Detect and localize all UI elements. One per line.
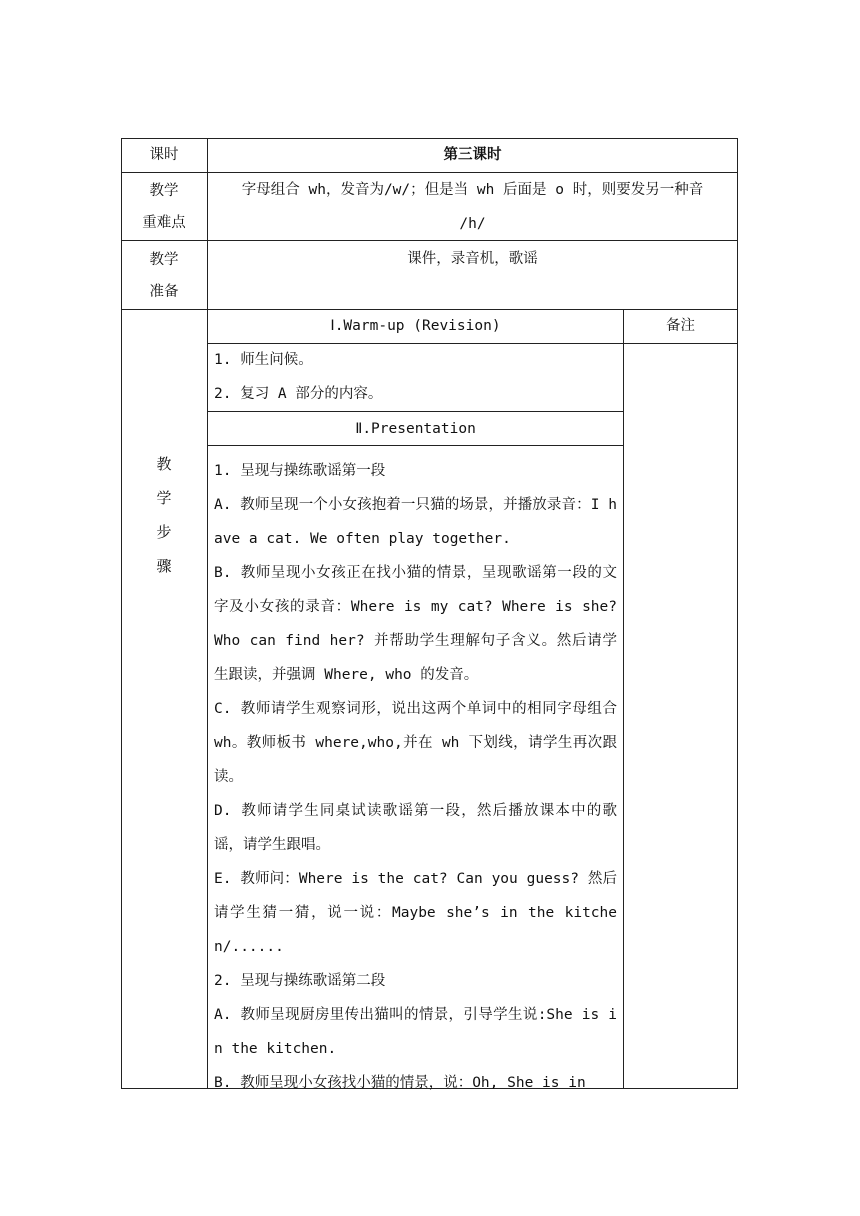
- notes-header: 备注: [666, 318, 695, 334]
- preparation-value: 课件，录音机，歌谣: [407, 251, 538, 267]
- steps-label-char: 骤: [156, 557, 172, 575]
- key-points-line1: 字母组合 wh，发音为/w/；但是当 wh 后面是 o 时，则要发另一种音: [241, 182, 704, 198]
- list-item: C. 教师请学生观察词形，说出这两个单词中的相同字母组合 wh。教师板书 where,who,并在 wh 下划线，请学生再次跟读。: [214, 701, 617, 785]
- key-points-label: [121, 175, 207, 239]
- list-item: 1. 呈现与操练歌谣第一段: [214, 463, 386, 479]
- period-value: 第三课时: [443, 147, 502, 163]
- presentation-title: Ⅱ.Presentation: [355, 421, 476, 437]
- key-points-label-line2: 重难点: [142, 215, 186, 231]
- steps-label-char: 步: [156, 523, 172, 541]
- steps-label-char: 教: [156, 455, 172, 473]
- list-item: B. 教师呈现小女孩找小猫的情景，说：Oh, She is in: [214, 1075, 586, 1091]
- key-points-line2: /h/: [459, 216, 486, 232]
- list-item: D. 教师请学生同桌试读歌谣第一段，然后播放课本中的歌谣，请学生跟唱。: [214, 803, 617, 853]
- list-item: 2. 复习 A 部分的内容。: [214, 386, 383, 402]
- period-label: 课时: [149, 147, 179, 163]
- presentation-items: [214, 454, 617, 1100]
- key-points-value: [207, 173, 738, 241]
- column-divider: [207, 138, 208, 1089]
- list-item: 2. 呈现与操练歌谣第二段: [214, 973, 386, 989]
- table-border-right: [737, 138, 738, 1089]
- warmup-title: Ⅰ.Warm-up (Revision): [330, 318, 501, 334]
- list-item: E. 教师问：Where is the cat? Can you guess? 然后请学生猜一猜，说一说：Maybe she’s in the kitchen/......: [214, 871, 617, 955]
- preparation-label: [121, 244, 207, 308]
- list-item: 1. 师生问候。: [214, 352, 313, 368]
- list-item: A. 教师呈现厨房里传出猫叫的情景，引导学生说:She is in the kitchen.: [214, 1007, 617, 1057]
- key-points-label-line1: 教学: [149, 183, 179, 199]
- warmup-items: [214, 343, 617, 411]
- lesson-plan-table: [121, 138, 738, 1089]
- preparation-label-line2: 准备: [149, 284, 179, 300]
- list-item: B. 教师呈现小女孩正在找小猫的情景，呈现歌谣第一段的文字及小女孩的录音：Where is my cat? Where is she? Who can find her? 并帮助学生理解句子含义。然后请学生跟读，并强调 Where, who 的发音。: [214, 565, 617, 683]
- preparation-label-line1: 教学: [149, 252, 179, 268]
- steps-label-char: 学: [156, 489, 172, 507]
- steps-label: [121, 447, 207, 583]
- list-item: A. 教师呈现一个小女孩抱着一只猫的场景，并播放录音：I have a cat. We often play together.: [214, 497, 617, 547]
